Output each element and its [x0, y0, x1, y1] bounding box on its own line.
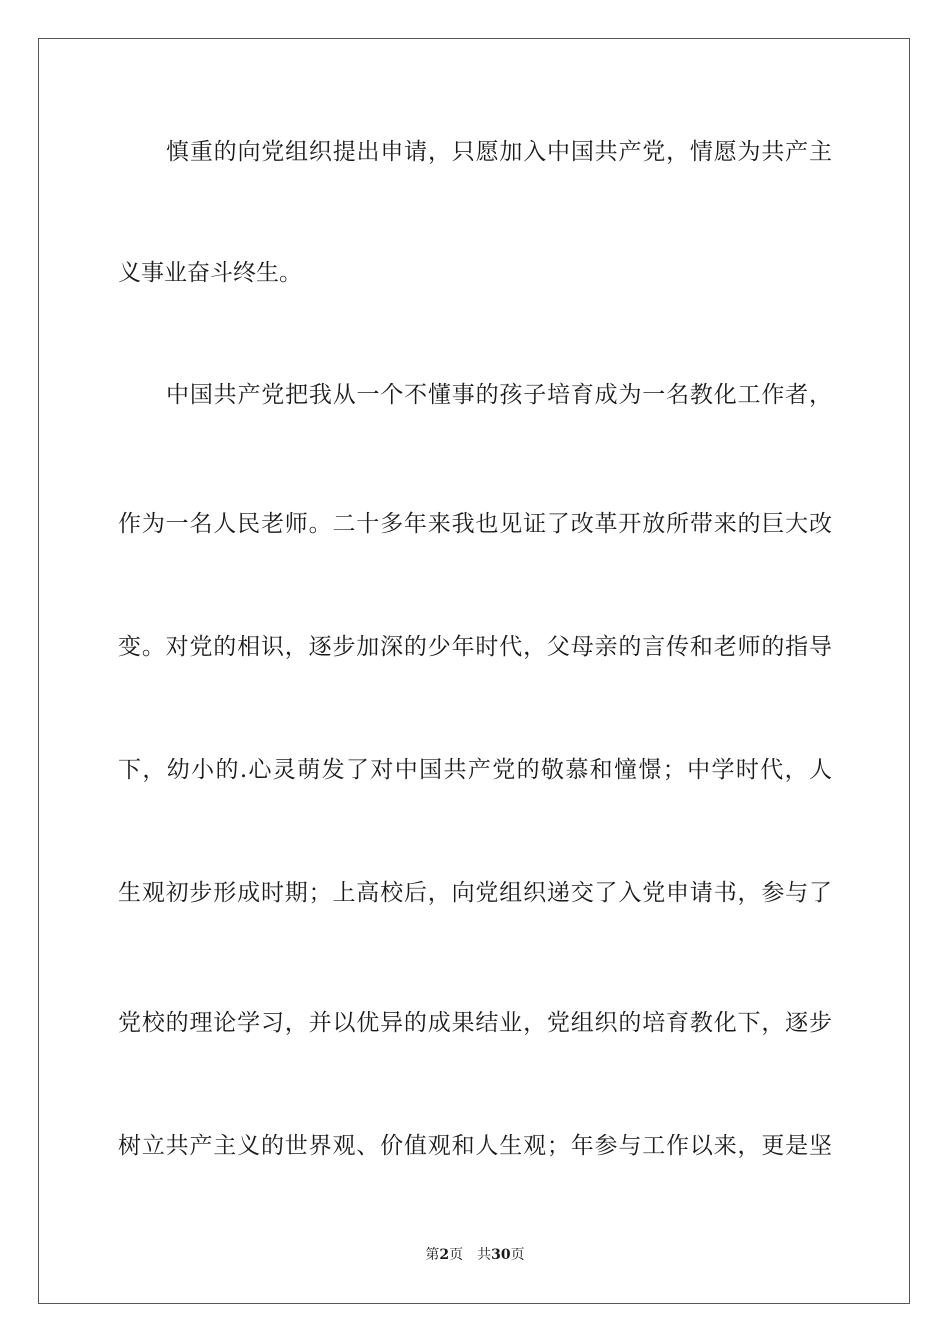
text-line-2: 义事业奋斗终生。: [118, 260, 302, 286]
text-line-7: 生观初步形成时期；上高校后，向党组织递交了入党申请书，参与了: [118, 880, 832, 906]
page-total: 30: [491, 1247, 511, 1263]
page-prefix: 第: [425, 1247, 440, 1263]
text-line-8: 党校的理论学习，并以优异的成果结业，党组织的培育教化下，逐步: [118, 1010, 832, 1036]
text-line-1: 慎重的向党组织提出申请，只愿加入中国共产党，情愿为共产主: [166, 139, 832, 165]
total-prefix: 共: [477, 1247, 492, 1263]
total-suffix: 页: [510, 1247, 525, 1263]
text-line-4: 作为一名人民老师。二十多年来我也见证了改革开放所带来的巨大改: [118, 511, 832, 537]
text-line-5: 变。对党的相识，逐步加深的少年时代，父母亲的言传和老师的指导: [118, 634, 832, 660]
page-frame: [38, 38, 910, 1304]
page-suffix: 页: [449, 1247, 464, 1263]
text-line-6: 下，幼小的.心灵萌发了对中国共产党的敬慕和憧憬；中学时代，人: [118, 757, 832, 783]
page-footer: [0, 1246, 950, 1264]
page-current: 2: [439, 1247, 450, 1263]
text-line-9: 树立共产主义的世界观、价值观和人生观；年参与工作以来，更是坚: [118, 1133, 832, 1159]
text-line-3: 中国共产党把我从一个不懂事的孩子培育成为一名教化工作者，: [166, 382, 832, 408]
